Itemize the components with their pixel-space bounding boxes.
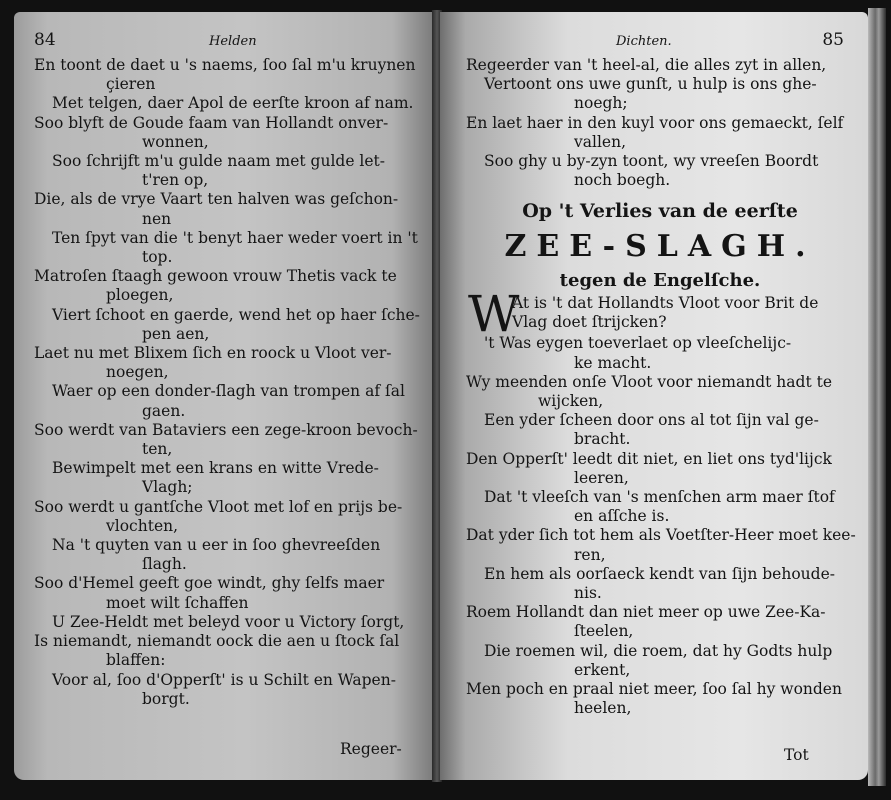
text-line: Met telgen, daer Apol de eerſte kroon af nam.	[52, 94, 414, 113]
text-line: Vertoont ons uwe gunſt, u hulp is ons ghe-	[484, 75, 817, 94]
text-line: At is 't dat Hollandts Vloot voor Brit de	[512, 294, 819, 313]
page-number: 84	[34, 30, 56, 50]
text-line: ſteelen,	[574, 622, 634, 641]
text-line: Vlagh;	[142, 478, 193, 497]
text-line: nen	[142, 209, 172, 228]
text-line: ke macht.	[574, 353, 652, 372]
text-line: erkent,	[574, 660, 631, 679]
text-line: 't Was eygen toeverlaet op vleeſchelijc-	[484, 334, 792, 353]
poem-title-line-2: ZEE-SLAGH.	[504, 229, 816, 265]
page-edges	[868, 8, 886, 786]
poem-title-line-3: tegen de Engelſche.	[559, 270, 761, 292]
text-line: pen aen,	[142, 324, 210, 343]
text-line: Voor al, ſoo d'Opperſt' is u Schilt en Wapen-	[52, 670, 396, 689]
text-line: çieren	[106, 75, 156, 94]
text-line: borgt.	[142, 689, 190, 708]
running-head: Dichten.	[616, 34, 672, 49]
running-head: Helden	[209, 34, 257, 49]
left-page	[14, 12, 434, 780]
text-line: En toont de daet u 's naems, ſoo ſal m'u kruynen	[34, 56, 416, 74]
text-line: Vlag doet ſtrijcken?	[512, 313, 667, 332]
text-line: Bewimpelt met een krans en witte Vrede-	[52, 459, 379, 478]
text-line: Soo werdt van Bataviers een zege-kroon bevoch-	[34, 420, 418, 439]
text-line: Na 't quyten van u eer in ſoo ghevreeſden	[52, 536, 381, 555]
text-line: ploegen,	[106, 286, 174, 305]
text-line: Roem Hollandt dan niet meer op uwe Zee-Ka-	[466, 603, 826, 622]
catchword: Tot	[784, 746, 809, 764]
page-number: 85	[822, 30, 844, 50]
text-line: Men poch en praal niet meer, ſoo ſal hy wonden	[466, 680, 842, 699]
text-line: Soo werdt u gantſche Vloot met lof en prijs be-	[34, 497, 403, 516]
text-line: top.	[142, 248, 173, 267]
right-page	[440, 12, 868, 780]
text-line: leeren,	[574, 468, 629, 487]
right-page-text-top	[466, 56, 854, 190]
text-line: Soo blyft de Goude faam van Hollandt onver-	[34, 113, 389, 132]
text-line: Regeerder van 't heel-al, die alles zyt in allen,	[466, 56, 827, 74]
text-line: en aſſche is.	[574, 507, 670, 526]
text-line: Die, als de vrye Vaart ten halven was geſchon-	[34, 190, 399, 209]
catchword: Regeer-	[340, 740, 402, 758]
text-line: Soo d'Hemel geeft goe windt, ghy ſelfs maer	[34, 574, 385, 593]
text-line: Is niemandt, niemandt oock die aen u ſtock ſal	[34, 632, 400, 651]
text-line: gaen.	[142, 401, 186, 420]
left-page-text	[34, 56, 422, 709]
text-line: En laet haer in den kuyl voor ons gemaeckt, ſelf	[466, 113, 844, 132]
text-line: Soo ſchrijft m'u gulde naam met gulde let-	[52, 152, 386, 171]
text-line: wijcken,	[538, 392, 604, 411]
text-line: Den Opperſt' leedt dit niet, en liet ons tyd'lijck	[466, 449, 832, 468]
text-line: Dat yder ſich tot hem als Voetſter-Heer moet kee-	[466, 526, 856, 545]
text-line: Waer op een donder-ſlagh van trompen af ſal	[52, 382, 405, 401]
text-line: Die roemen wil, die roem, dat hy Godts hulp	[484, 641, 833, 660]
text-line: noegh;	[574, 94, 628, 113]
text-line: En hem als oorſaeck kendt van ſijn behoude-	[484, 564, 835, 583]
text-line: heelen,	[574, 699, 632, 718]
text-line: Wy meenden onſe Vloot voor niemandt hadt te	[466, 372, 832, 391]
text-line: Laet nu met Blixem ſich en roock u Vloot ver-	[34, 344, 392, 363]
text-line: t'ren op,	[142, 171, 209, 190]
text-line: Matroſen ſtaagh gewoon vrouw Thetis vack te	[34, 267, 397, 286]
drop-cap: W	[468, 285, 520, 344]
text-line: ſlagh.	[142, 555, 187, 574]
text-line: blaffen:	[106, 651, 166, 670]
text-line: nis.	[574, 584, 602, 603]
text-line: Een yder ſcheen door ons al tot ſijn val ge-	[484, 411, 819, 430]
text-line: Soo ghy u by-zyn toont, wy vreeſen Boordt	[484, 152, 819, 171]
right-page-text-bottom	[466, 334, 854, 718]
text-line: U Zee-Heldt met beleyd voor u Victory ſorgt,	[52, 612, 405, 631]
left-page-header	[34, 30, 422, 54]
text-line: ten,	[142, 440, 173, 459]
right-page-header	[466, 30, 854, 54]
text-line: Viert ſchoot en gaerde, wend het op haer ſche-	[52, 305, 420, 324]
text-line: wonnen,	[142, 132, 209, 151]
text-line: noegen,	[106, 363, 169, 382]
text-line: Ten ſpyt van die 't benyt haer weder voert in 't	[52, 228, 418, 247]
text-line: vlochten,	[106, 516, 179, 535]
text-line: vallen,	[574, 132, 626, 151]
text-line: noch boegh.	[574, 171, 671, 190]
text-line: Dat 't vleeſch van 's menſchen arm maer ſtof	[484, 488, 835, 507]
text-line: moet wilt ſchaffen	[106, 593, 249, 612]
text-line: ren,	[574, 545, 606, 564]
text-line: bracht.	[574, 430, 631, 449]
poem-title-line-1: Op 't Verlies van de eerſte	[522, 200, 798, 223]
